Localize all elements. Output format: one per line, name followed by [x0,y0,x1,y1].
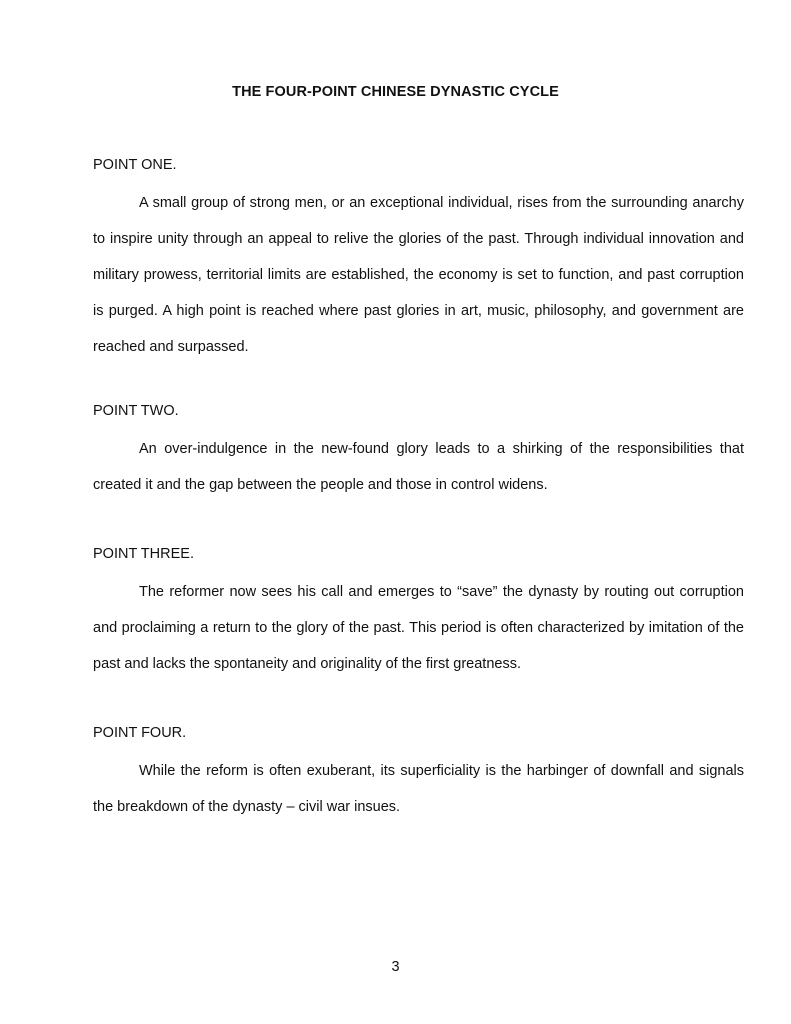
page-number: 3 [391,959,400,975]
section-point-one [93,156,744,365]
section-point-two [93,402,744,503]
page-title: THE FOUR-POINT CHINESE DYNASTIC CYCLE [232,84,559,100]
section-heading: POINT THREE. [93,546,194,562]
section-point-four [93,724,744,825]
section-body: The reformer now sees his call and emerges to “save” the dynasty by routing out corruption and proclaiming a return to the glory of the past. This period is often characterized by imitation of the past and lacks the spontaneity and originality of the first greatness. [93,584,744,672]
section-point-three [93,545,744,682]
section-heading: POINT TWO. [93,403,179,419]
section-body: An over-indulgence in the new-found glory leads to a shirking of the responsibilities that created it and the gap between the people and those in control widens. [93,441,744,493]
section-heading: POINT ONE. [93,157,177,173]
section-body: While the reform is often exuberant, its superficiality is the harbinger of downfall and signals the breakdown of the dynasty – civil war insues. [93,763,744,815]
section-body: A small group of strong men, or an exceptional individual, rises from the surrounding anarchy to inspire unity through an appeal to relive the glories of the past. Through individual innovation and military prowess, territorial limits are established, the economy is set to function, and past corruption is purged. A high point is reached where past glories in art, music, philosophy, and government are reached and surpassed. [93,195,744,355]
section-heading: POINT FOUR. [93,725,187,741]
